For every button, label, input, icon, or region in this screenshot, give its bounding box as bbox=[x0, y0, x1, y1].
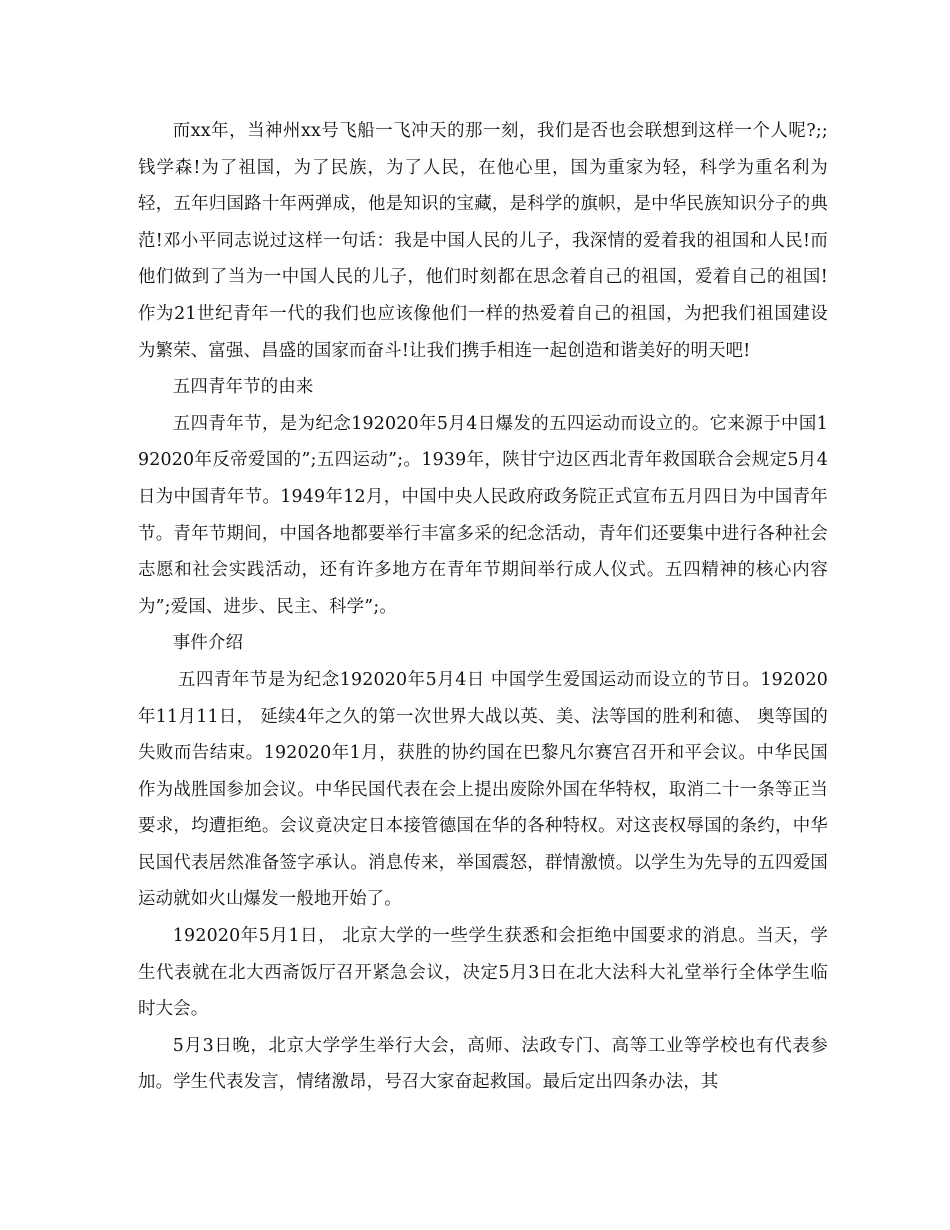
document-page bbox=[138, 113, 828, 1101]
paragraph-qian-xuesen: 而xx年，当神州xx号飞船一飞冲天的那一刻，我们是否也会联想到这样一个人呢?;;钱学森!为了祖国，为了民族，为了人民，在他心里，国为重家为轻，科学为重名利为轻，五年归国路十年两弹成，他是知识的宝藏，是科学的旗帜，是中华民族知识分子的典范!邓小平同志说过这样一句话：我是中国人民的儿子，我深情的爱着我的祖国和人民!而他们做到了当为一中国人民的儿子，他们时刻都在思念着自己的祖国，爱着自己的祖国!作为21世纪青年一代的我们也应该像他们一样的热爱着自己的祖国，为把我们祖国建设为繁荣、富强、昌盛的国家而奋斗!让我们携手相连一起创造和谐美好的明天吧! bbox=[138, 121, 828, 361]
section-heading-event: 事件介绍 bbox=[172, 633, 244, 654]
section-heading-origin: 五四青年节的由来 bbox=[172, 377, 314, 398]
paragraph-youth-day-origin: 五四青年节，是为纪念192020年5月4日爆发的五四运动而设立的。它来源于中国192020年反帝爱国的”;五四运动”;。1939年，陕甘宁边区西北青年救国联合会规定5月4日为中国青年节。1949年12月，中国中央人民政府政务院正式宣布五月四日为中国青年节。青年节期间，中国各地都要举行丰富多采的纪念活动，青年们还要集中进行各种社会志愿和社会实践活动，还有许多地方在青年节期间举行成人仪式。五四精神的核心内容为”;爱国、进步、民主、科学”;。 bbox=[138, 413, 828, 617]
paragraph-may-first: 192020年5月1日， 北京大学的一些学生获悉和会拒绝中国要求的消息。当天，学生代表就在北大西斋饭厅召开紧急会议，决定5月3日在北大法科大礼堂举行全体学生临时大会。 bbox=[138, 926, 828, 1020]
paragraph-may-third: 5月3日晚，北京大学学生举行大会，高师、法政专门、高等工业等学校也有代表参加。学生代表发言，情绪激昂，号召大家奋起救国。最后定出四条办法，其 bbox=[138, 1035, 828, 1093]
paragraph-event-intro: 五四青年节是为纪念192020年5月4日 中国学生爱国运动而设立的节日。192020年11月11日， 延续4年之久的第一次世界大战以英、美、法等国的胜利和德、 奥等国的失败而告结束。192020年1月，获胜的协约国在巴黎凡尔赛宫召开和平会议。中华民国作为战胜国参加会议。中华民国代表在会上提出废除外国在华特权，取消二十一条等正当要求，均遭拒绝。会议竟决定日本接管德国在华的各种特权。对这丧权辱国的条约，中华民国代表居然准备签字承认。消息传来，举国震怒，群情激愤。以学生为先导的五四爱国运动就如火山爆发一般地开始了。 bbox=[138, 669, 828, 910]
